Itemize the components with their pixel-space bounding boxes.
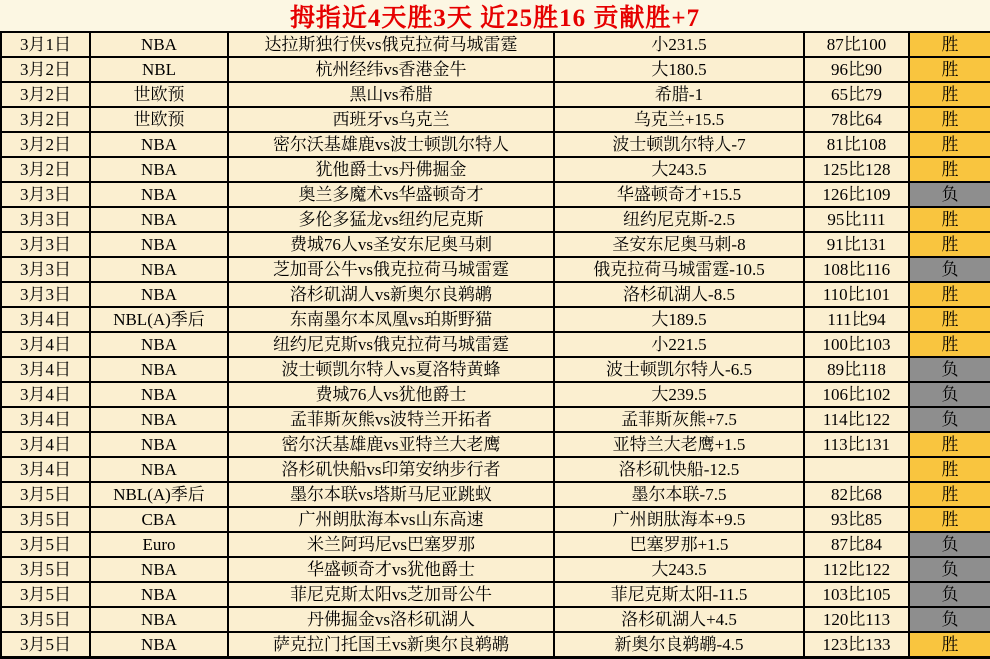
score-cell: 111比94 [804,307,909,332]
date-cell: 3月2日 [1,82,90,107]
score-cell: 112比122 [804,557,909,582]
score-cell: 82比68 [804,482,909,507]
bet-cell: 圣安东尼奥马刺-8 [554,232,804,257]
table-row [1,157,990,182]
table-row [1,632,990,657]
date-cell: 3月5日 [1,507,90,532]
bet-cell: 洛杉矶湖人-8.5 [554,282,804,307]
table-row [1,82,990,107]
match-cell: 洛杉矶快船vs印第安纳步行者 [228,457,554,482]
match-cell: 密尔沃基雄鹿vs亚特兰大老鹰 [228,432,554,457]
league-cell: NBA [90,182,228,207]
result-cell: 胜 [909,432,990,457]
result-cell: 胜 [909,32,990,57]
league-cell: NBA [90,282,228,307]
bet-cell: 亚特兰大老鹰+1.5 [554,432,804,457]
result-cell: 胜 [909,232,990,257]
result-cell: 负 [909,357,990,382]
league-cell: NBA [90,407,228,432]
score-cell: 81比108 [804,132,909,157]
match-cell: 奥兰多魔术vs华盛顿奇才 [228,182,554,207]
score-cell: 96比90 [804,57,909,82]
result-cell: 胜 [909,107,990,132]
match-cell: 广州朗肽海本vs山东高速 [228,507,554,532]
result-cell: 胜 [909,632,990,657]
bet-cell: 大243.5 [554,557,804,582]
bet-cell: 大243.5 [554,157,804,182]
table-row [1,207,990,232]
result-cell: 负 [909,582,990,607]
score-cell [804,457,909,482]
bet-cell: 新奥尔良鹈鹕-4.5 [554,632,804,657]
result-cell: 胜 [909,207,990,232]
league-cell: 世欧预 [90,82,228,107]
match-cell: 米兰阿玛尼vs巴塞罗那 [228,532,554,557]
league-cell: NBL(A)季后 [90,307,228,332]
table-row [1,282,990,307]
result-cell: 胜 [909,57,990,82]
score-cell: 108比116 [804,257,909,282]
date-cell: 3月5日 [1,582,90,607]
league-cell: NBA [90,332,228,357]
bet-cell: 广州朗肽海本+9.5 [554,507,804,532]
date-cell: 3月4日 [1,332,90,357]
result-cell: 负 [909,557,990,582]
table-row [1,482,990,507]
table-row [1,357,990,382]
date-cell: 3月5日 [1,557,90,582]
match-cell: 萨克拉门托国王vs新奥尔良鹈鹕 [228,632,554,657]
match-cell: 墨尔本联vs塔斯马尼亚跳蚁 [228,482,554,507]
bet-cell: 巴塞罗那+1.5 [554,532,804,557]
match-cell: 多伦多猛龙vs纽约尼克斯 [228,207,554,232]
table-row [1,107,990,132]
table-row [1,607,990,632]
date-cell: 3月3日 [1,282,90,307]
score-cell: 95比111 [804,207,909,232]
table-row [1,532,990,557]
date-cell: 3月4日 [1,307,90,332]
results-table [0,31,990,658]
page-title: 拇指近4天胜3天 近25胜16 贡献胜+7 [289,4,701,32]
score-cell: 123比133 [804,632,909,657]
date-cell: 3月5日 [1,632,90,657]
date-cell: 3月4日 [1,457,90,482]
bet-cell: 小231.5 [554,32,804,57]
bet-cell: 洛杉矶湖人+4.5 [554,607,804,632]
score-cell: 113比131 [804,432,909,457]
score-cell: 103比105 [804,582,909,607]
match-cell: 孟菲斯灰熊vs波特兰开拓者 [228,407,554,432]
league-cell: NBA [90,582,228,607]
table-row [1,582,990,607]
match-cell: 华盛顿奇才vs犹他爵士 [228,557,554,582]
date-cell: 3月2日 [1,57,90,82]
match-cell: 黑山vs希腊 [228,82,554,107]
table-row [1,182,990,207]
table-row [1,432,990,457]
bet-cell: 大180.5 [554,57,804,82]
bet-cell: 菲尼克斯太阳-11.5 [554,582,804,607]
date-cell: 3月5日 [1,607,90,632]
result-cell: 负 [909,532,990,557]
match-cell: 洛杉矶湖人vs新奥尔良鹈鹕 [228,282,554,307]
league-cell: NBL [90,57,228,82]
result-cell: 胜 [909,282,990,307]
league-cell: Euro [90,532,228,557]
score-cell: 89比118 [804,357,909,382]
league-cell: NBA [90,257,228,282]
result-cell: 胜 [909,457,990,482]
date-cell: 3月2日 [1,132,90,157]
result-cell: 胜 [909,507,990,532]
score-cell: 126比109 [804,182,909,207]
result-cell: 负 [909,382,990,407]
table-row [1,407,990,432]
result-cell: 负 [909,407,990,432]
match-cell: 芝加哥公牛vs俄克拉荷马城雷霆 [228,257,554,282]
date-cell: 3月1日 [1,32,90,57]
date-cell: 3月3日 [1,182,90,207]
date-cell: 3月4日 [1,357,90,382]
match-cell: 犹他爵士vs丹佛掘金 [228,157,554,182]
result-cell: 负 [909,182,990,207]
result-cell: 胜 [909,132,990,157]
score-cell: 125比128 [804,157,909,182]
score-cell: 114比122 [804,407,909,432]
date-cell: 3月3日 [1,257,90,282]
league-cell: NBA [90,157,228,182]
score-cell: 106比102 [804,382,909,407]
table-row [1,382,990,407]
match-cell: 波士顿凯尔特人vs夏洛特黄蜂 [228,357,554,382]
date-cell: 3月4日 [1,432,90,457]
league-cell: NBA [90,232,228,257]
result-cell: 胜 [909,482,990,507]
bet-cell: 墨尔本联-7.5 [554,482,804,507]
match-cell: 费城76人vs圣安东尼奥马刺 [228,232,554,257]
score-cell: 110比101 [804,282,909,307]
table-row [1,132,990,157]
league-cell: NBA [90,207,228,232]
league-cell: CBA [90,507,228,532]
date-cell: 3月2日 [1,107,90,132]
score-cell: 78比64 [804,107,909,132]
results-table-body [1,32,990,657]
bet-cell: 小221.5 [554,332,804,357]
score-cell: 65比79 [804,82,909,107]
result-cell: 负 [909,607,990,632]
date-cell: 3月4日 [1,382,90,407]
table-row [1,332,990,357]
date-cell: 3月5日 [1,532,90,557]
score-cell: 87比100 [804,32,909,57]
date-cell: 3月4日 [1,407,90,432]
result-cell: 胜 [909,157,990,182]
table-row [1,32,990,57]
match-cell: 丹佛掘金vs洛杉矶湖人 [228,607,554,632]
league-cell: NBA [90,432,228,457]
table-row [1,232,990,257]
match-cell: 西班牙vs乌克兰 [228,107,554,132]
bet-cell: 大239.5 [554,382,804,407]
match-cell: 东南墨尔本凤凰vs珀斯野猫 [228,307,554,332]
league-cell: NBA [90,357,228,382]
bet-cell: 俄克拉荷马城雷霆-10.5 [554,257,804,282]
table-row [1,507,990,532]
table-row [1,557,990,582]
league-cell: NBA [90,607,228,632]
bet-cell: 希腊-1 [554,82,804,107]
result-cell: 负 [909,257,990,282]
match-cell: 费城76人vs犹他爵士 [228,382,554,407]
table-row [1,57,990,82]
date-cell: 3月3日 [1,207,90,232]
league-cell: NBA [90,457,228,482]
table-row [1,457,990,482]
bet-cell: 孟菲斯灰熊+7.5 [554,407,804,432]
league-cell: NBL(A)季后 [90,482,228,507]
score-cell: 87比84 [804,532,909,557]
date-cell: 3月5日 [1,482,90,507]
league-cell: NBA [90,132,228,157]
table-row [1,307,990,332]
league-cell: NBA [90,32,228,57]
score-cell: 100比103 [804,332,909,357]
date-cell: 3月2日 [1,157,90,182]
match-cell: 菲尼克斯太阳vs芝加哥公牛 [228,582,554,607]
league-cell: NBA [90,632,228,657]
table-row [1,257,990,282]
match-cell: 杭州经纬vs香港金牛 [228,57,554,82]
league-cell: NBA [90,382,228,407]
league-cell: 世欧预 [90,107,228,132]
result-cell: 胜 [909,82,990,107]
bet-cell: 波士顿凯尔特人-6.5 [554,357,804,382]
score-cell: 120比113 [804,607,909,632]
match-cell: 纽约尼克斯vs俄克拉荷马城雷霆 [228,332,554,357]
bet-cell: 乌克兰+15.5 [554,107,804,132]
match-cell: 达拉斯独行侠vs俄克拉荷马城雷霆 [228,32,554,57]
bet-cell: 波士顿凯尔特人-7 [554,132,804,157]
bet-cell: 洛杉矶快船-12.5 [554,457,804,482]
date-cell: 3月3日 [1,232,90,257]
league-cell: NBA [90,557,228,582]
result-cell: 胜 [909,307,990,332]
score-cell: 93比85 [804,507,909,532]
result-cell: 胜 [909,332,990,357]
score-cell: 91比131 [804,232,909,257]
bet-cell: 纽约尼克斯-2.5 [554,207,804,232]
bet-cell: 大189.5 [554,307,804,332]
match-cell: 密尔沃基雄鹿vs波士顿凯尔特人 [228,132,554,157]
bet-cell: 华盛顿奇才+15.5 [554,182,804,207]
